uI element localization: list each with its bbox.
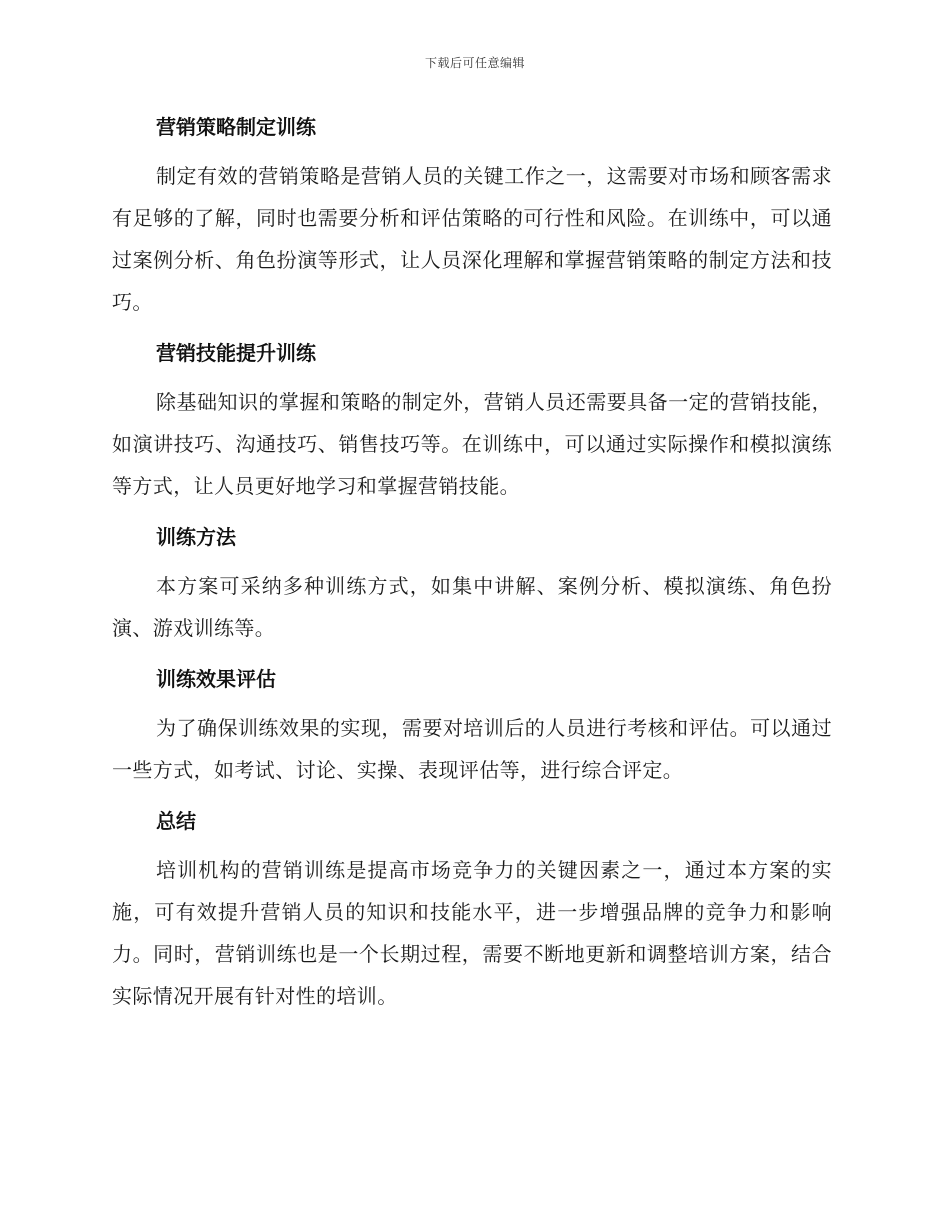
section-summary [112, 800, 832, 1017]
section-paragraph: 制定有效的营销策略是营销人员的关键工作之一，这需要对市场和顾客需求有足够的了解，同时也需要分析和评估策略的可行性和风险。在训练中，可以通过案例分析、角色扮演等形式，让人员深化理解和掌握营销策略的制定方法和技巧。 [112, 164, 832, 314]
document-body [112, 106, 832, 1026]
section-paragraph: 本方案可采纳多种训练方式，如集中讲解、案例分析、模拟演练、角色扮演、游戏训练等。 [112, 574, 832, 640]
section-heading: 营销策略制定训练 [156, 115, 316, 139]
section-marketing-strategy [112, 106, 832, 323]
section-marketing-skills [112, 332, 832, 507]
section-paragraph: 除基础知识的掌握和策略的制定外，营销人员还需要具备一定的营销技能，如演讲技巧、沟通技巧、销售技巧等。在训练中，可以通过实际操作和模拟演练等方式，让人员更好地学习和掌握营销技能。 [112, 390, 832, 498]
section-training-methods [112, 516, 832, 649]
section-heading: 总结 [156, 809, 196, 833]
section-training-evaluation [112, 658, 832, 791]
section-heading: 营销技能提升训练 [156, 341, 316, 365]
section-heading: 训练方法 [156, 525, 236, 549]
section-paragraph: 培训机构的营销训练是提高市场竞争力的关键因素之一，通过本方案的实施，可有效提升营销人员的知识和技能水平，进一步增强品牌的竞争力和影响力。同时，营销训练也是一个长期过程，需要不断地更新和调整培训方案，结合实际情况开展有针对性的培训。 [112, 858, 832, 1008]
page-header: 下载后可任意编辑 [424, 56, 525, 70]
section-paragraph: 为了确保训练效果的实现，需要对培训后的人员进行考核和评估。可以通过一些方式，如考试、讨论、实操、表现评估等，进行综合评定。 [112, 716, 832, 782]
section-heading: 训练效果评估 [156, 667, 276, 691]
